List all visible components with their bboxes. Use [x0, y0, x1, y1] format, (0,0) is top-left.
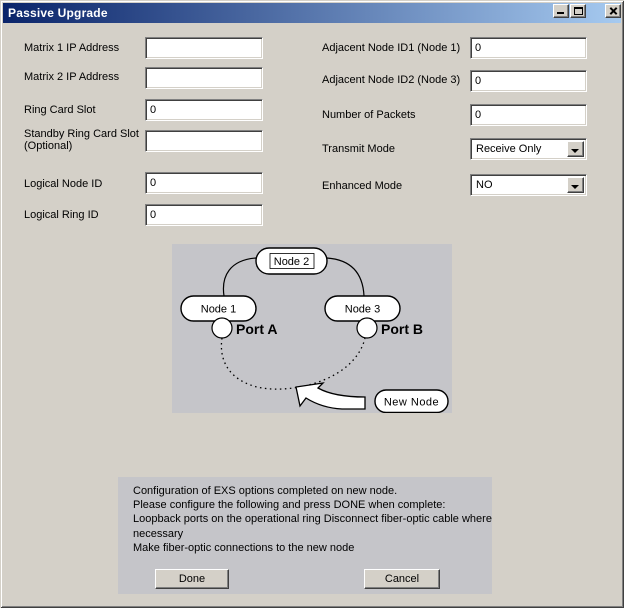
close-button[interactable]: [605, 4, 621, 18]
port-b-icon: [357, 318, 377, 338]
arc-node1-node2: [223, 258, 256, 296]
instruction-line: Loopback ports on the operational ring Disconnect fiber-optic cable where: [133, 513, 492, 525]
instruction-line: Configuration of EXS options completed on new node.: [133, 485, 398, 497]
instruction-line: Make fiber-optic connections to the new node: [133, 542, 355, 554]
ring-topology-diagram: [172, 244, 452, 413]
logical-node-id-input[interactable]: [145, 172, 263, 194]
port-a-icon: [212, 318, 232, 338]
node2-label: Node 2: [273, 256, 310, 268]
ring-card-slot-label: Ring Card Slot: [24, 104, 96, 116]
maximize-icon: [574, 7, 583, 15]
transmit-mode-selected: Receive Only: [476, 143, 542, 155]
insert-node-arrow-icon: [296, 383, 365, 409]
adjacent-node-id1-label: Adjacent Node ID1 (Node 1): [322, 42, 461, 54]
chevron-down-icon: [571, 185, 579, 189]
maximize-button[interactable]: [570, 4, 586, 18]
matrix2-ip-label: Matrix 2 IP Address: [24, 71, 120, 83]
instruction-line: Please configure the following and press DONE when complete:: [133, 499, 446, 511]
adjacent-node-id2-label: Adjacent Node ID2 (Node 3): [322, 74, 461, 86]
minimize-icon: [557, 12, 564, 14]
number-of-packets-label: Number of Packets: [322, 109, 416, 121]
number-of-packets-input[interactable]: [470, 104, 587, 126]
transmit-mode-dropdown[interactable]: [470, 138, 587, 160]
enhanced-mode-selected: NO: [476, 179, 493, 191]
window-title: Passive Upgrade: [8, 6, 108, 20]
done-button[interactable]: Done: [155, 569, 229, 589]
title-bar[interactable]: [3, 3, 621, 23]
node3-label: Node 3: [344, 303, 381, 316]
logical-node-id-label: Logical Node ID: [24, 178, 103, 190]
logical-ring-id-label: Logical Ring ID: [24, 209, 99, 221]
matrix1-ip-label: Matrix 1 IP Address: [24, 42, 120, 54]
new-node-label: New Node: [383, 396, 440, 409]
ring-card-slot-input[interactable]: [145, 99, 263, 121]
standby-ring-card-slot-label: Standby Ring Card Slot (Optional): [24, 128, 139, 152]
enhanced-mode-label: Enhanced Mode: [322, 180, 403, 192]
transmit-mode-dropdown-button[interactable]: [567, 141, 584, 157]
logical-ring-id-input[interactable]: [145, 204, 263, 226]
cancel-button[interactable]: Cancel: [364, 569, 440, 589]
dotted-ring-arc: [221, 338, 365, 389]
standby-ring-card-slot-input[interactable]: [145, 130, 263, 152]
ring-diagram-panel: [172, 244, 452, 413]
node1-label: Node 1: [200, 303, 237, 316]
port-a-label: Port A: [236, 321, 278, 337]
adjacent-node-id1-input[interactable]: [470, 37, 587, 59]
arc-node2-node3: [327, 258, 364, 296]
port-b-label: Port B: [381, 321, 423, 337]
minimize-button[interactable]: [553, 4, 569, 18]
enhanced-mode-dropdown[interactable]: [470, 174, 587, 196]
matrix2-ip-input[interactable]: [145, 67, 263, 89]
chevron-down-icon: [571, 149, 579, 153]
matrix1-ip-input[interactable]: [145, 37, 263, 59]
adjacent-node-id2-input[interactable]: [470, 70, 587, 92]
instruction-line: necessary: [133, 528, 184, 540]
enhanced-mode-dropdown-button[interactable]: [567, 177, 584, 193]
transmit-mode-label: Transmit Mode: [322, 143, 395, 155]
